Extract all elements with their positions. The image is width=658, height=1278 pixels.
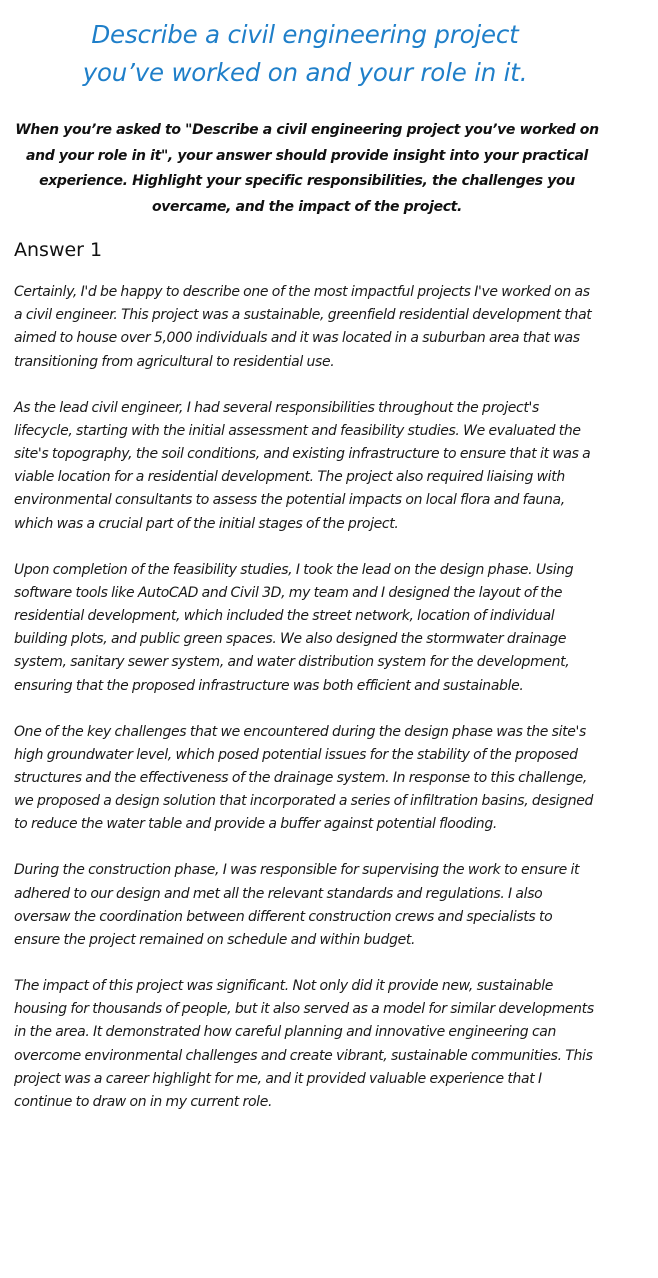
answer-paragraph-5: During the construction phase, I was responsible for supervising the work to ensure it adhered to our design and met all the relevant standards and regulations. I also oversaw the coordination between different construction crews and specialists to ensure the project remained on schedule and within budget.: [14, 862, 580, 949]
answer-paragraph-3: Upon completion of the feasibility studies, I took the lead on the design phase. Using software tools like AutoCAD and Civil 3D, my team and I designed the layout of the residential development, which included the street network, location of individual building plots, and public green spaces. We also designed the stormwater drainage system, sanitary sewer system, and water distribution system for the development, ensuring that the proposed infrastructure was both efficient and sustainable.: [14, 561, 574, 694]
title-line-2: you’ve worked on and your role in it.: [82, 58, 528, 87]
title-line-1: Describe a civil engineering project: [91, 20, 519, 49]
answer-paragraph-2: As the lead civil engineer, I had several responsibilities throughout the project's lifecycle, starting with the initial assessment and feasibility studies. We evaluated the site's topography, the soil conditions, and existing infrastructure to ensure that it was a viable location for a residential development. The project also required liaising with environmental consultants to assess the potential impacts on local flora and fauna, which was a crucial part of the initial stages of the project.: [14, 399, 591, 532]
answer-heading: Answer 1: [14, 239, 103, 261]
page-title: [20, 16, 590, 92]
answer-paragraph-6: The impact of this project was significant. Not only did it provide new, sustainable housing for thousands of people, but it also served as a model for similar developments in the area. It demonstrated how careful planning and innovative engineering can overcome environmental challenges and create vibrant, sustainable communities. This project was a career highlight for me, and it provided valuable experience that I continue to draw on in my current role.: [14, 978, 594, 1111]
answer-paragraph-4: One of the key challenges that we encountered during the design phase was the site's high groundwater level, which posed potential issues for the stability of the proposed structures and the effectiveness of the drainage system. In response to this challenge, we proposed a design solution that incorporated a series of infiltration basins, designed to reduce the water table and provide a buffer against potential flooding.: [14, 723, 594, 833]
answer-body: [14, 281, 599, 1137]
answer-paragraph-1: Certainly, I'd be happy to describe one of the most impactful projects I've worked on as a civil engineer. This project was a sustainable, greenfield residential development that aimed to house over 5,000 individuals and it was located in a suburban area that was transitioning from agricultural to residential use.: [14, 284, 592, 370]
intro-text: When you’re asked to "Describe a civil engineering project you’ve worked on and your role in it", your answer should provide insight into your practical experience. Highlight your specific responsibilities, the challenges you overcame, and the impact of the project.: [15, 122, 599, 215]
